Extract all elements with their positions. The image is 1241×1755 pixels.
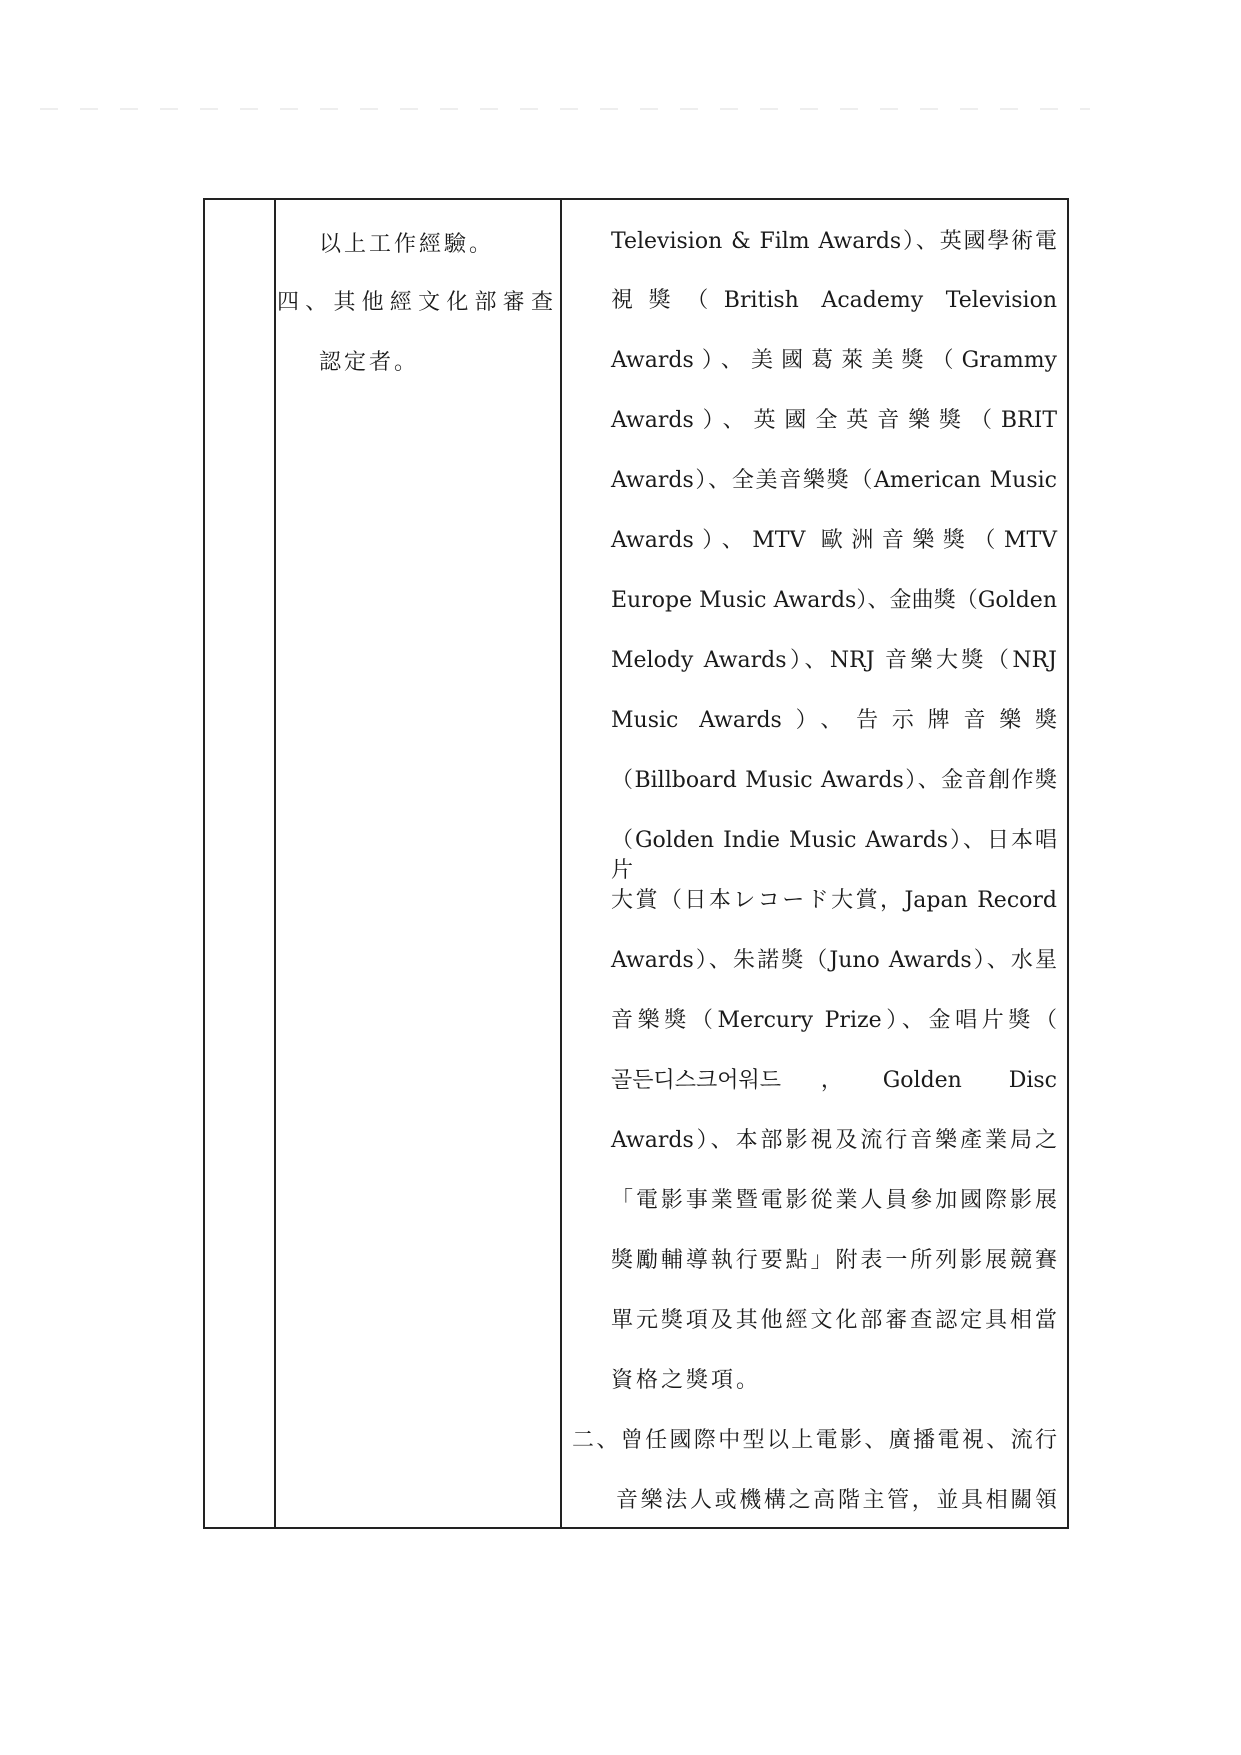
right-line-2: 視獎（British Academy Television [611, 288, 1057, 313]
right-line-11: （Golden Indie Music Awards）、日本唱片 [611, 828, 1057, 883]
right-line-16: Awards）、本部影視及流行音樂產業局之 [611, 1128, 1057, 1153]
right-line-14: 音樂獎（Mercury Prize）、金唱片獎（ [611, 1008, 1057, 1033]
right-column [562, 200, 1071, 1527]
right-line-21: 二、曾任國際中型以上電影、廣播電視、流行 [572, 1428, 1057, 1453]
mid-line-2: 四、其他經文化部審查 [277, 290, 553, 315]
right-line-7: Europe Music Awards）、金曲獎（Golden [611, 588, 1057, 613]
right-line-5: Awards）、全美音樂獎（American Music [611, 468, 1057, 493]
right-line-15: 골든디스크어워드，Golden Disc [611, 1068, 1057, 1093]
mid-line-3: 認定者。 [319, 350, 420, 375]
right-line-9: Music Awards）、告示牌音樂獎 [611, 708, 1057, 733]
right-line-8: Melody Awards）、NRJ 音樂大獎（NRJ [611, 648, 1057, 673]
right-line-3: Awards）、美國葛萊美獎（Grammy [611, 348, 1057, 373]
right-line-12: 大賞（日本レコード大賞，Japan Record [611, 888, 1057, 913]
right-line-13: Awards）、朱諾獎（Juno Awards）、水星 [611, 948, 1057, 973]
right-line-22: 音樂法人或機構之高階主管，並具相關領 [616, 1488, 1057, 1513]
right-line-6: Awards）、MTV 歐洲音樂獎（MTV [611, 528, 1057, 553]
right-line-19: 單元獎項及其他經文化部審查認定具相當 [611, 1308, 1057, 1333]
right-line-18: 獎勵輔導執行要點」附表一所列影展競賽 [611, 1248, 1057, 1273]
mid-line-1: 以上工作經驗。 [319, 232, 495, 257]
right-line-10: （Billboard Music Awards）、金音創作獎 [611, 768, 1057, 793]
right-line-1: Television & Film Awards）、英國學術電 [611, 229, 1057, 254]
document-table [203, 198, 1069, 1529]
right-line-20: 資格之獎項。 [611, 1368, 762, 1393]
middle-column [276, 200, 560, 1527]
scan-artifact [40, 108, 1090, 110]
right-line-4: Awards）、英國全英音樂獎（BRIT [611, 408, 1057, 433]
right-line-17: 「電影事業暨電影從業人員參加國際影展 [611, 1188, 1057, 1213]
